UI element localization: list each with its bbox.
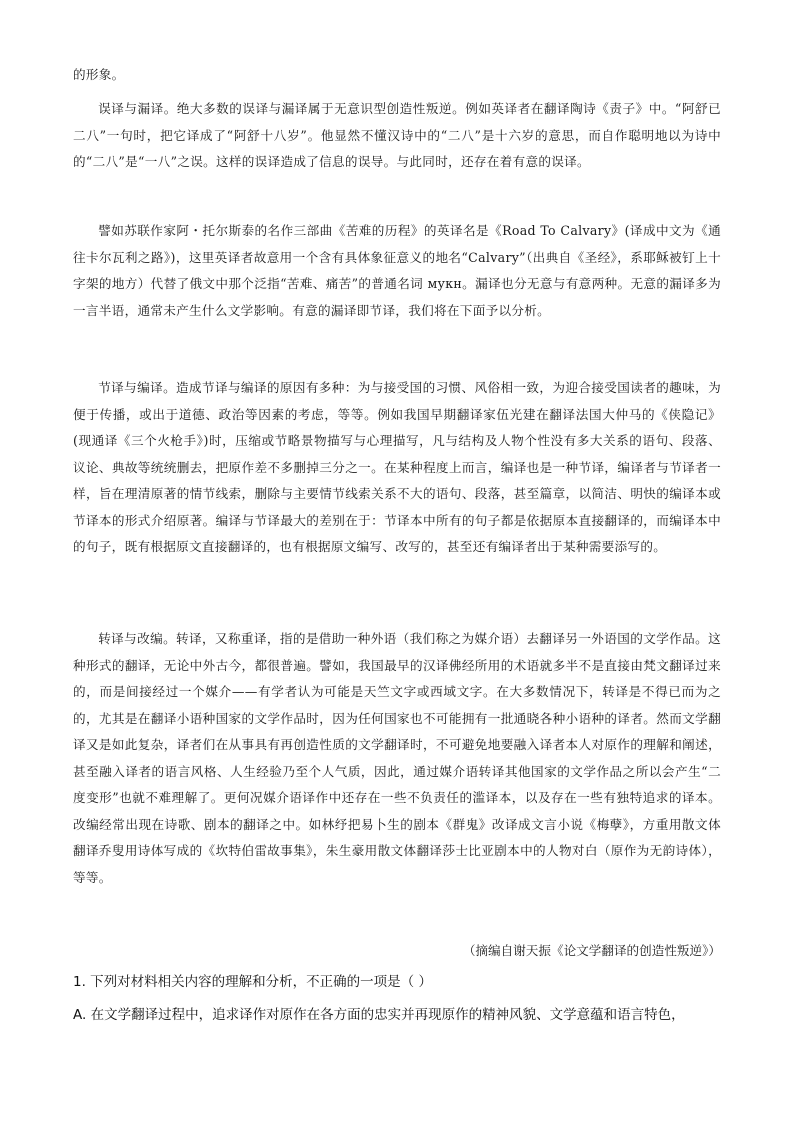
source-citation: （摘编自谢天振《论文学翻译的创造性叛逆》） <box>462 943 721 958</box>
paragraph-abridgment: 节译与编译。造成节译与编译的原因有多种：为与接受国的习惯、风俗相一致，为迎合接受国读者的趣味，为便于传播，或出于道德、政治等因素的考虑，等等。例如我国早期翻译家伍光建在翻译法国大仲马的《侠隐记》(现通译《三个火枪手》)时，压缩或节略景物描写与心理描写，凡与结构及人物个性没有多大关系的语句、段落、议论、典故等统统删去，把原作差不多删掉三分之一。在某种程度上而言，编译也是一种节译，编译者与节译者一样，旨在理清原著的情节线索，删除与主要情节线索关系不大的语句、段落，甚至篇章，以简洁、明快的编译本或节译本的形式介绍原著。编译与节译最大的差别在于：节译本中所有的句子都是依据原本直接翻译的，而编译本中的句子，既有根据原文直接翻译的，也有根据原文编写、改写的，甚至还有编译者出于某种需要添写的。 <box>73 380 721 554</box>
paragraph-continuation: 的形象。 <box>73 67 125 82</box>
question-1-option-a: A. 在文学翻译过程中，追求译作对原作在各方面的忠实并再现原作的精神风貌、文学意蕴和语言特色， <box>73 1007 685 1023</box>
question-1-stem: 1. 下列对材料相关内容的理解和分析，不正确的一项是（ ） <box>73 974 432 990</box>
paragraph-relay-translation: 转译与改编。转译，又称重译，指的是借助一种外语（我们称之为媒介语）去翻译另一外语国的文学作品。这种形式的翻译，无论中外古今，都很普遍。譬如，我国最早的汉译佛经所用的术语就多半不是直接由梵文翻译过来的，而是间接经过一个媒介——有学者认为可能是天竺文字或西域文字。在大多数情况下，转译是不得已而为之的，尤其是在翻译小语种国家的文学作品时，因为任何国家也不可能拥有一批通晓各种小语种的译者。然而文学翻译又是如此复杂，译者们在从事具有再创造性质的文学翻译时，不可避免地要融入译者本人对原作的理解和阐述，甚至融入译者的语言风格、人生经验乃至个人气质，因此，通过媒介语转译其他国家的文学作品之所以会产生“二度变形”也就不难理解了。更何况媒介语译作中还存在一些不负责任的滥译本，以及存在一些有独特追求的译本。改编经常出现在诗歌、剧本的翻译之中。如林纾把易卜生的剧本《群鬼》改译成文言小说《梅孽》，方重用散文体翻译乔叟用诗体写成的《坎特伯雷故事集》，朱生豪用散文体翻译莎士比亚剧本中的人物对白（原作为无韵诗体），等等。 <box>73 631 721 885</box>
paragraph-omission: 譬如苏联作家阿・托尔斯泰的名作三部曲《苦难的历程》的英译名是《Road To Calvary》(译成中文为《通往卡尔瓦利之路》)，这里英译者故意用一个含有具体象征意义的地名“Calvary”（出典自《圣经》，系耶稣被钉上十字架的地方）代替了俄文中那个泛指“苦难、痛苦”的普通名词 мукн。漏译也分无意与有意两种。无意的漏译多为一言半语，通常未产生什么文学影响。有意的漏译即节译，我们将在下面予以分析。 <box>73 223 721 318</box>
paragraph-mistranslation: 误译与漏译。绝大多数的误译与漏译属于无意识型创造性叛逆。例如英译者在翻译陶诗《责子》中。“阿舒已二八”一句时，把它译成了“阿舒十八岁”。他显然不懂汉诗中的“二八”是十六岁的意思，而自作聪明地以为诗中的“二八”是“一八”之误。这样的误译造成了信息的误导。与此同时，还存在着有意的误译。 <box>73 101 721 169</box>
